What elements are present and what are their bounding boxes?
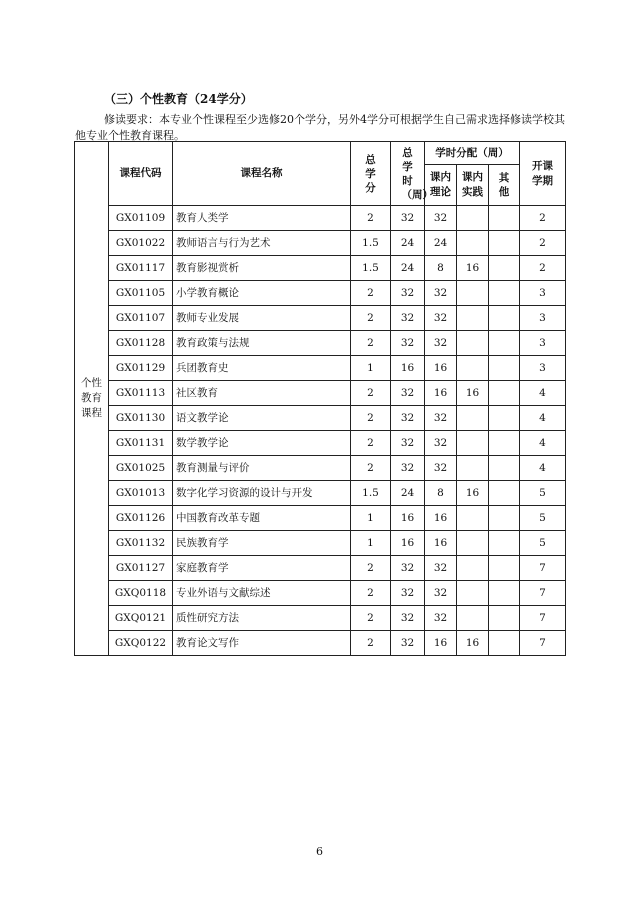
- course-other: [489, 581, 520, 606]
- header-theory: 课内理论: [425, 165, 457, 206]
- course-semester: 2: [520, 256, 566, 281]
- course-other: [489, 456, 520, 481]
- course-hours: 32: [391, 306, 425, 331]
- course-practice: [457, 306, 489, 331]
- course-practice: [457, 431, 489, 456]
- course-practice: [457, 581, 489, 606]
- section-heading: （三）个性教育（24学分）: [104, 92, 253, 106]
- course-other: [489, 281, 520, 306]
- course-name: 兵团教育史: [173, 356, 351, 381]
- course-practice: [457, 231, 489, 256]
- course-hours: 16: [391, 506, 425, 531]
- course-credits: 1.5: [351, 481, 391, 506]
- table-row: [75, 256, 566, 281]
- course-semester: 2: [520, 231, 566, 256]
- course-semester: 3: [520, 356, 566, 381]
- course-credits: 2: [351, 556, 391, 581]
- course-name: 数字化学习资源的设计与开发: [173, 481, 351, 506]
- table-row: [75, 556, 566, 581]
- course-other: [489, 556, 520, 581]
- course-credits: 1: [351, 506, 391, 531]
- course-other: [489, 606, 520, 631]
- table-row: [75, 381, 566, 406]
- course-credits: 2: [351, 456, 391, 481]
- table-row: [75, 306, 566, 331]
- course-code: GX01130: [109, 406, 173, 431]
- course-hours: 32: [391, 406, 425, 431]
- course-credits: 2: [351, 206, 391, 231]
- course-theory: 8: [425, 256, 457, 281]
- course-semester: 2: [520, 206, 566, 231]
- course-credits: 1.5: [351, 256, 391, 281]
- course-practice: [457, 356, 489, 381]
- header-distribution: 学时分配（周）: [425, 142, 520, 165]
- course-name: 数学教学论: [173, 431, 351, 456]
- header-semester: 开课学期: [520, 142, 566, 206]
- course-semester: 5: [520, 531, 566, 556]
- table-row: [75, 431, 566, 456]
- course-name: 小学教育概论: [173, 281, 351, 306]
- course-other: [489, 231, 520, 256]
- course-hours: 32: [391, 331, 425, 356]
- course-practice: [457, 456, 489, 481]
- course-hours: 24: [391, 256, 425, 281]
- course-hours: 16: [391, 531, 425, 556]
- course-theory: 32: [425, 431, 457, 456]
- header-credits: 总学分: [351, 142, 391, 206]
- course-table: [74, 141, 566, 656]
- course-name: 专业外语与文献综述: [173, 581, 351, 606]
- course-code: GX01126: [109, 506, 173, 531]
- course-semester: 4: [520, 431, 566, 456]
- course-practice: 16: [457, 381, 489, 406]
- course-practice: [457, 281, 489, 306]
- course-other: [489, 381, 520, 406]
- course-semester: 7: [520, 606, 566, 631]
- course-name: 教育政策与法规: [173, 331, 351, 356]
- course-theory: 24: [425, 231, 457, 256]
- course-semester: 7: [520, 581, 566, 606]
- course-name: 质性研究方法: [173, 606, 351, 631]
- course-semester: 3: [520, 306, 566, 331]
- course-credits: 2: [351, 631, 391, 656]
- course-semester: 7: [520, 556, 566, 581]
- course-credits: 2: [351, 581, 391, 606]
- course-name: 中国教育改革专题: [173, 506, 351, 531]
- course-code: GXQ0122: [109, 631, 173, 656]
- course-theory: 32: [425, 556, 457, 581]
- course-credits: 2: [351, 306, 391, 331]
- course-practice: 16: [457, 256, 489, 281]
- course-code: GX01105: [109, 281, 173, 306]
- table-row: [75, 356, 566, 381]
- course-credits: 2: [351, 431, 391, 456]
- table-row: [75, 606, 566, 631]
- table-row: [75, 281, 566, 306]
- course-theory: 16: [425, 381, 457, 406]
- course-theory: 32: [425, 406, 457, 431]
- page-number: 6: [316, 845, 323, 858]
- course-other: [489, 331, 520, 356]
- course-theory: 16: [425, 531, 457, 556]
- course-theory: 32: [425, 206, 457, 231]
- course-practice: [457, 606, 489, 631]
- course-code: GX01113: [109, 381, 173, 406]
- course-semester: 4: [520, 406, 566, 431]
- course-name: 教育测量与评价: [173, 456, 351, 481]
- course-hours: 24: [391, 231, 425, 256]
- course-hours: 32: [391, 431, 425, 456]
- course-practice: 16: [457, 631, 489, 656]
- course-hours: 32: [391, 206, 425, 231]
- course-practice: [457, 556, 489, 581]
- course-code: GX01131: [109, 431, 173, 456]
- course-code: GXQ0121: [109, 606, 173, 631]
- header-other: 其他: [489, 165, 520, 206]
- course-hours: 32: [391, 606, 425, 631]
- table-row: [75, 206, 566, 231]
- course-name: 语文教学论: [173, 406, 351, 431]
- requirement-text: [75, 112, 574, 144]
- course-semester: 3: [520, 331, 566, 356]
- course-theory: 32: [425, 456, 457, 481]
- course-theory: 8: [425, 481, 457, 506]
- course-other: [489, 506, 520, 531]
- course-practice: [457, 331, 489, 356]
- course-theory: 16: [425, 506, 457, 531]
- course-practice: [457, 206, 489, 231]
- course-credits: 2: [351, 331, 391, 356]
- header-row-1: [75, 142, 566, 165]
- table-row: [75, 456, 566, 481]
- course-name: 教育人类学: [173, 206, 351, 231]
- course-hours: 32: [391, 281, 425, 306]
- course-theory: 16: [425, 631, 457, 656]
- header-practice: 课内实践: [457, 165, 489, 206]
- course-hours: 32: [391, 381, 425, 406]
- table-row: [75, 331, 566, 356]
- course-credits: 1.5: [351, 231, 391, 256]
- course-semester: 5: [520, 506, 566, 531]
- course-name: 教师语言与行为艺术: [173, 231, 351, 256]
- course-hours: 16: [391, 356, 425, 381]
- course-credits: 2: [351, 406, 391, 431]
- course-practice: [457, 531, 489, 556]
- course-credits: 2: [351, 606, 391, 631]
- requirement-line-2: 他专业个性教育课程。: [75, 129, 185, 142]
- course-practice: [457, 406, 489, 431]
- course-practice: [457, 506, 489, 531]
- course-other: [489, 206, 520, 231]
- table-row: [75, 231, 566, 256]
- course-credits: 2: [351, 381, 391, 406]
- header-total-hours: 总学时（周）: [391, 142, 425, 206]
- course-semester: 3: [520, 281, 566, 306]
- course-hours: 32: [391, 556, 425, 581]
- table-row: [75, 406, 566, 431]
- course-code: GX01109: [109, 206, 173, 231]
- table-row: [75, 531, 566, 556]
- course-name: 民族教育学: [173, 531, 351, 556]
- course-hours: 32: [391, 581, 425, 606]
- course-code: GXQ0118: [109, 581, 173, 606]
- course-code: GX01132: [109, 531, 173, 556]
- course-other: [489, 356, 520, 381]
- course-theory: 32: [425, 281, 457, 306]
- course-practice: 16: [457, 481, 489, 506]
- course-name: 教师专业发展: [173, 306, 351, 331]
- course-semester: 7: [520, 631, 566, 656]
- course-theory: 32: [425, 331, 457, 356]
- table-row: [75, 631, 566, 656]
- course-hours: 32: [391, 631, 425, 656]
- course-code: GX01117: [109, 256, 173, 281]
- course-semester: 4: [520, 456, 566, 481]
- course-name: 家庭教育学: [173, 556, 351, 581]
- course-other: [489, 631, 520, 656]
- table-row: [75, 481, 566, 506]
- course-code: GX01107: [109, 306, 173, 331]
- course-code: GX01128: [109, 331, 173, 356]
- course-theory: 32: [425, 606, 457, 631]
- course-other: [489, 481, 520, 506]
- course-theory: 32: [425, 306, 457, 331]
- course-credits: 1: [351, 531, 391, 556]
- course-name: 教育论文写作: [173, 631, 351, 656]
- course-other: [489, 306, 520, 331]
- course-theory: 16: [425, 356, 457, 381]
- course-credits: 2: [351, 281, 391, 306]
- course-other: [489, 431, 520, 456]
- header-name: 课程名称: [173, 142, 351, 206]
- course-other: [489, 406, 520, 431]
- course-semester: 4: [520, 381, 566, 406]
- header-code: 课程代码: [109, 142, 173, 206]
- course-hours: 24: [391, 481, 425, 506]
- table-row: [75, 506, 566, 531]
- course-code: GX01127: [109, 556, 173, 581]
- course-code: GX01022: [109, 231, 173, 256]
- requirement-line-1: 修读要求：本专业个性课程至少选修20个学分，另外4学分可根据学生自己需求选择修读学校其: [104, 113, 565, 126]
- course-code: GX01013: [109, 481, 173, 506]
- course-other: [489, 256, 520, 281]
- course-hours: 32: [391, 456, 425, 481]
- course-credits: 1: [351, 356, 391, 381]
- course-name: 教育影视赏析: [173, 256, 351, 281]
- course-theory: 32: [425, 581, 457, 606]
- course-semester: 5: [520, 481, 566, 506]
- category-cell: 个性教育课程: [75, 142, 109, 656]
- course-other: [489, 531, 520, 556]
- course-code: GX01025: [109, 456, 173, 481]
- course-name: 社区教育: [173, 381, 351, 406]
- course-code: GX01129: [109, 356, 173, 381]
- table-row: [75, 581, 566, 606]
